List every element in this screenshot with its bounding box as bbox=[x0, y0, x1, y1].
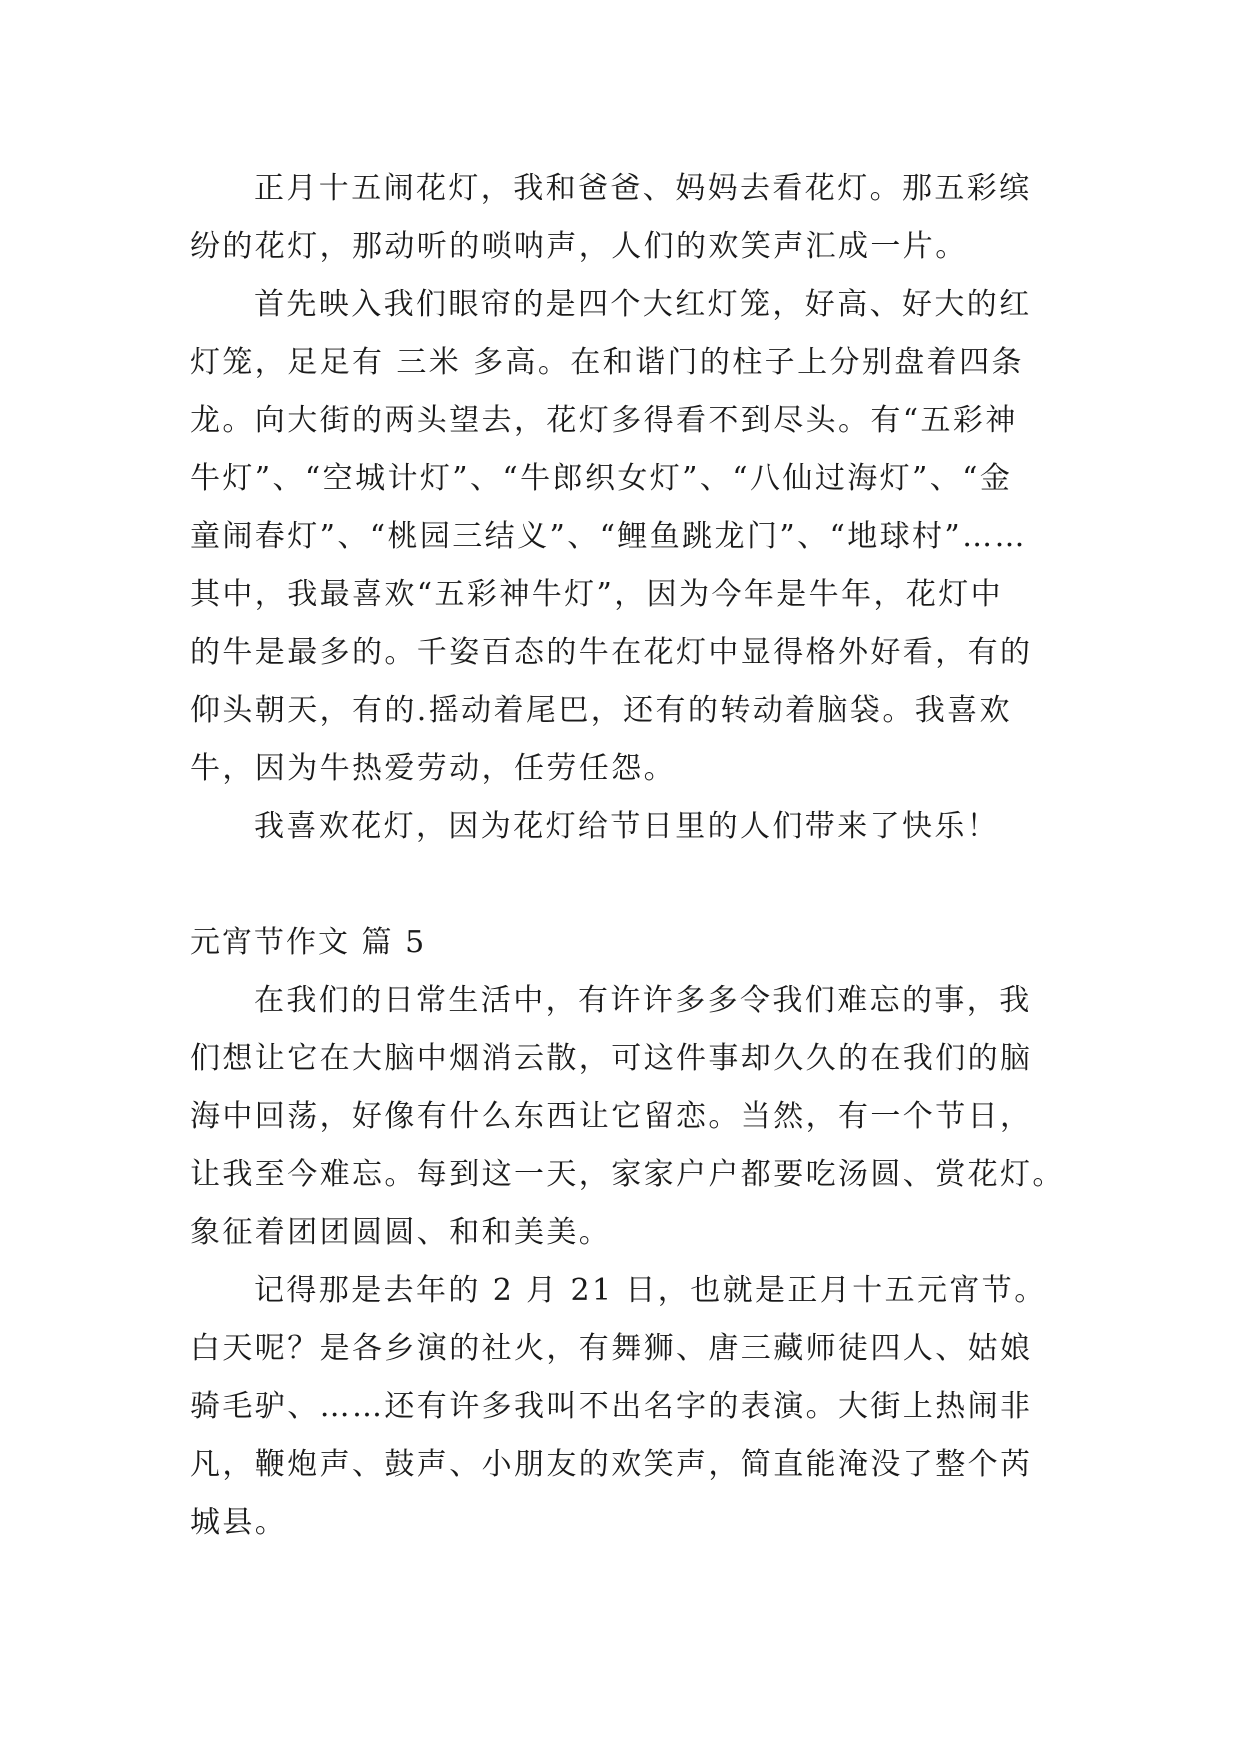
text-line: 象征着团团圆圆、和和美美。 bbox=[190, 1215, 612, 1250]
text-line: 纷的花灯，那动听的唢呐声，人们的欢笑声汇成一片。 bbox=[190, 229, 968, 264]
text-line: 其中，我最喜欢“五彩神牛灯”，因为今年是牛年，花灯中 bbox=[190, 577, 1004, 612]
text-line: 海中回荡，好像有什么东西让它留恋。当然，有一个节日， bbox=[190, 1099, 1033, 1134]
text-line: 牛，因为牛热爱劳动，任劳任怨。 bbox=[190, 751, 676, 786]
paragraph bbox=[190, 798, 1050, 856]
text-line: 城县。 bbox=[190, 1505, 288, 1540]
text-line: 牛灯”、“空城计灯”、“牛郎织女灯”、“八仙过海灯”、“金 bbox=[190, 461, 1013, 496]
text-line: 正月十五闹花灯，我和爸爸、妈妈去看花灯。那五彩缤 bbox=[254, 171, 1032, 206]
text-line: 凡，鞭炮声、鼓声、小朋友的欢笑声，简直能淹没了整个芮 bbox=[190, 1447, 1033, 1482]
text-line: 童闹春灯”、“桃园三结义”、“鲤鱼跳龙门”、“地球村”…… bbox=[190, 519, 1027, 554]
paragraph bbox=[190, 276, 1050, 798]
text-line: 龙。向大街的两头望去，花灯多得看不到尽头。有“五彩神 bbox=[190, 403, 1018, 438]
text-line: 们想让它在大脑中烟消云散，可这件事却久久的在我们的脑 bbox=[190, 1041, 1033, 1076]
text-line: 首先映入我们眼帘的是四个大红灯笼，好高、好大的红 bbox=[254, 287, 1032, 322]
text-line: 记得那是去年的 2 月 21 日，也就是正月十五元宵节。 bbox=[254, 1273, 1047, 1308]
paragraph bbox=[190, 1262, 1050, 1552]
text-line: 让我至今难忘。每到这一天，家家户户都要吃汤圆、赏花灯。 bbox=[190, 1157, 1065, 1192]
text-line: 仰头朝天，有的.摇动着尾巴，还有的转动着脑袋。我喜欢 bbox=[190, 693, 1012, 728]
section-heading: 元宵节作文 篇 5 bbox=[190, 925, 427, 960]
text-line: 骑毛驴、……还有许多我叫不出名字的表演。大街上热闹非 bbox=[190, 1389, 1033, 1424]
paragraph bbox=[190, 972, 1065, 1262]
text-line: 在我们的日常生活中，有许许多多令我们难忘的事，我 bbox=[254, 983, 1032, 1018]
text-line: 的牛是最多的。千姿百态的牛在花灯中显得格外好看，有的 bbox=[190, 635, 1033, 670]
text-line: 白天呢？是各乡演的社火，有舞狮、唐三藏师徒四人、姑娘 bbox=[190, 1331, 1033, 1366]
text-line: 我喜欢花灯，因为花灯给节日里的人们带来了快乐！ bbox=[254, 809, 1000, 844]
blank-line bbox=[190, 856, 1050, 914]
document-page bbox=[190, 160, 1065, 1552]
paragraph bbox=[190, 160, 1050, 276]
text-line: 灯笼，足足有 三米 多高。在和谐门的柱子上分别盘着四条 bbox=[190, 345, 1024, 380]
